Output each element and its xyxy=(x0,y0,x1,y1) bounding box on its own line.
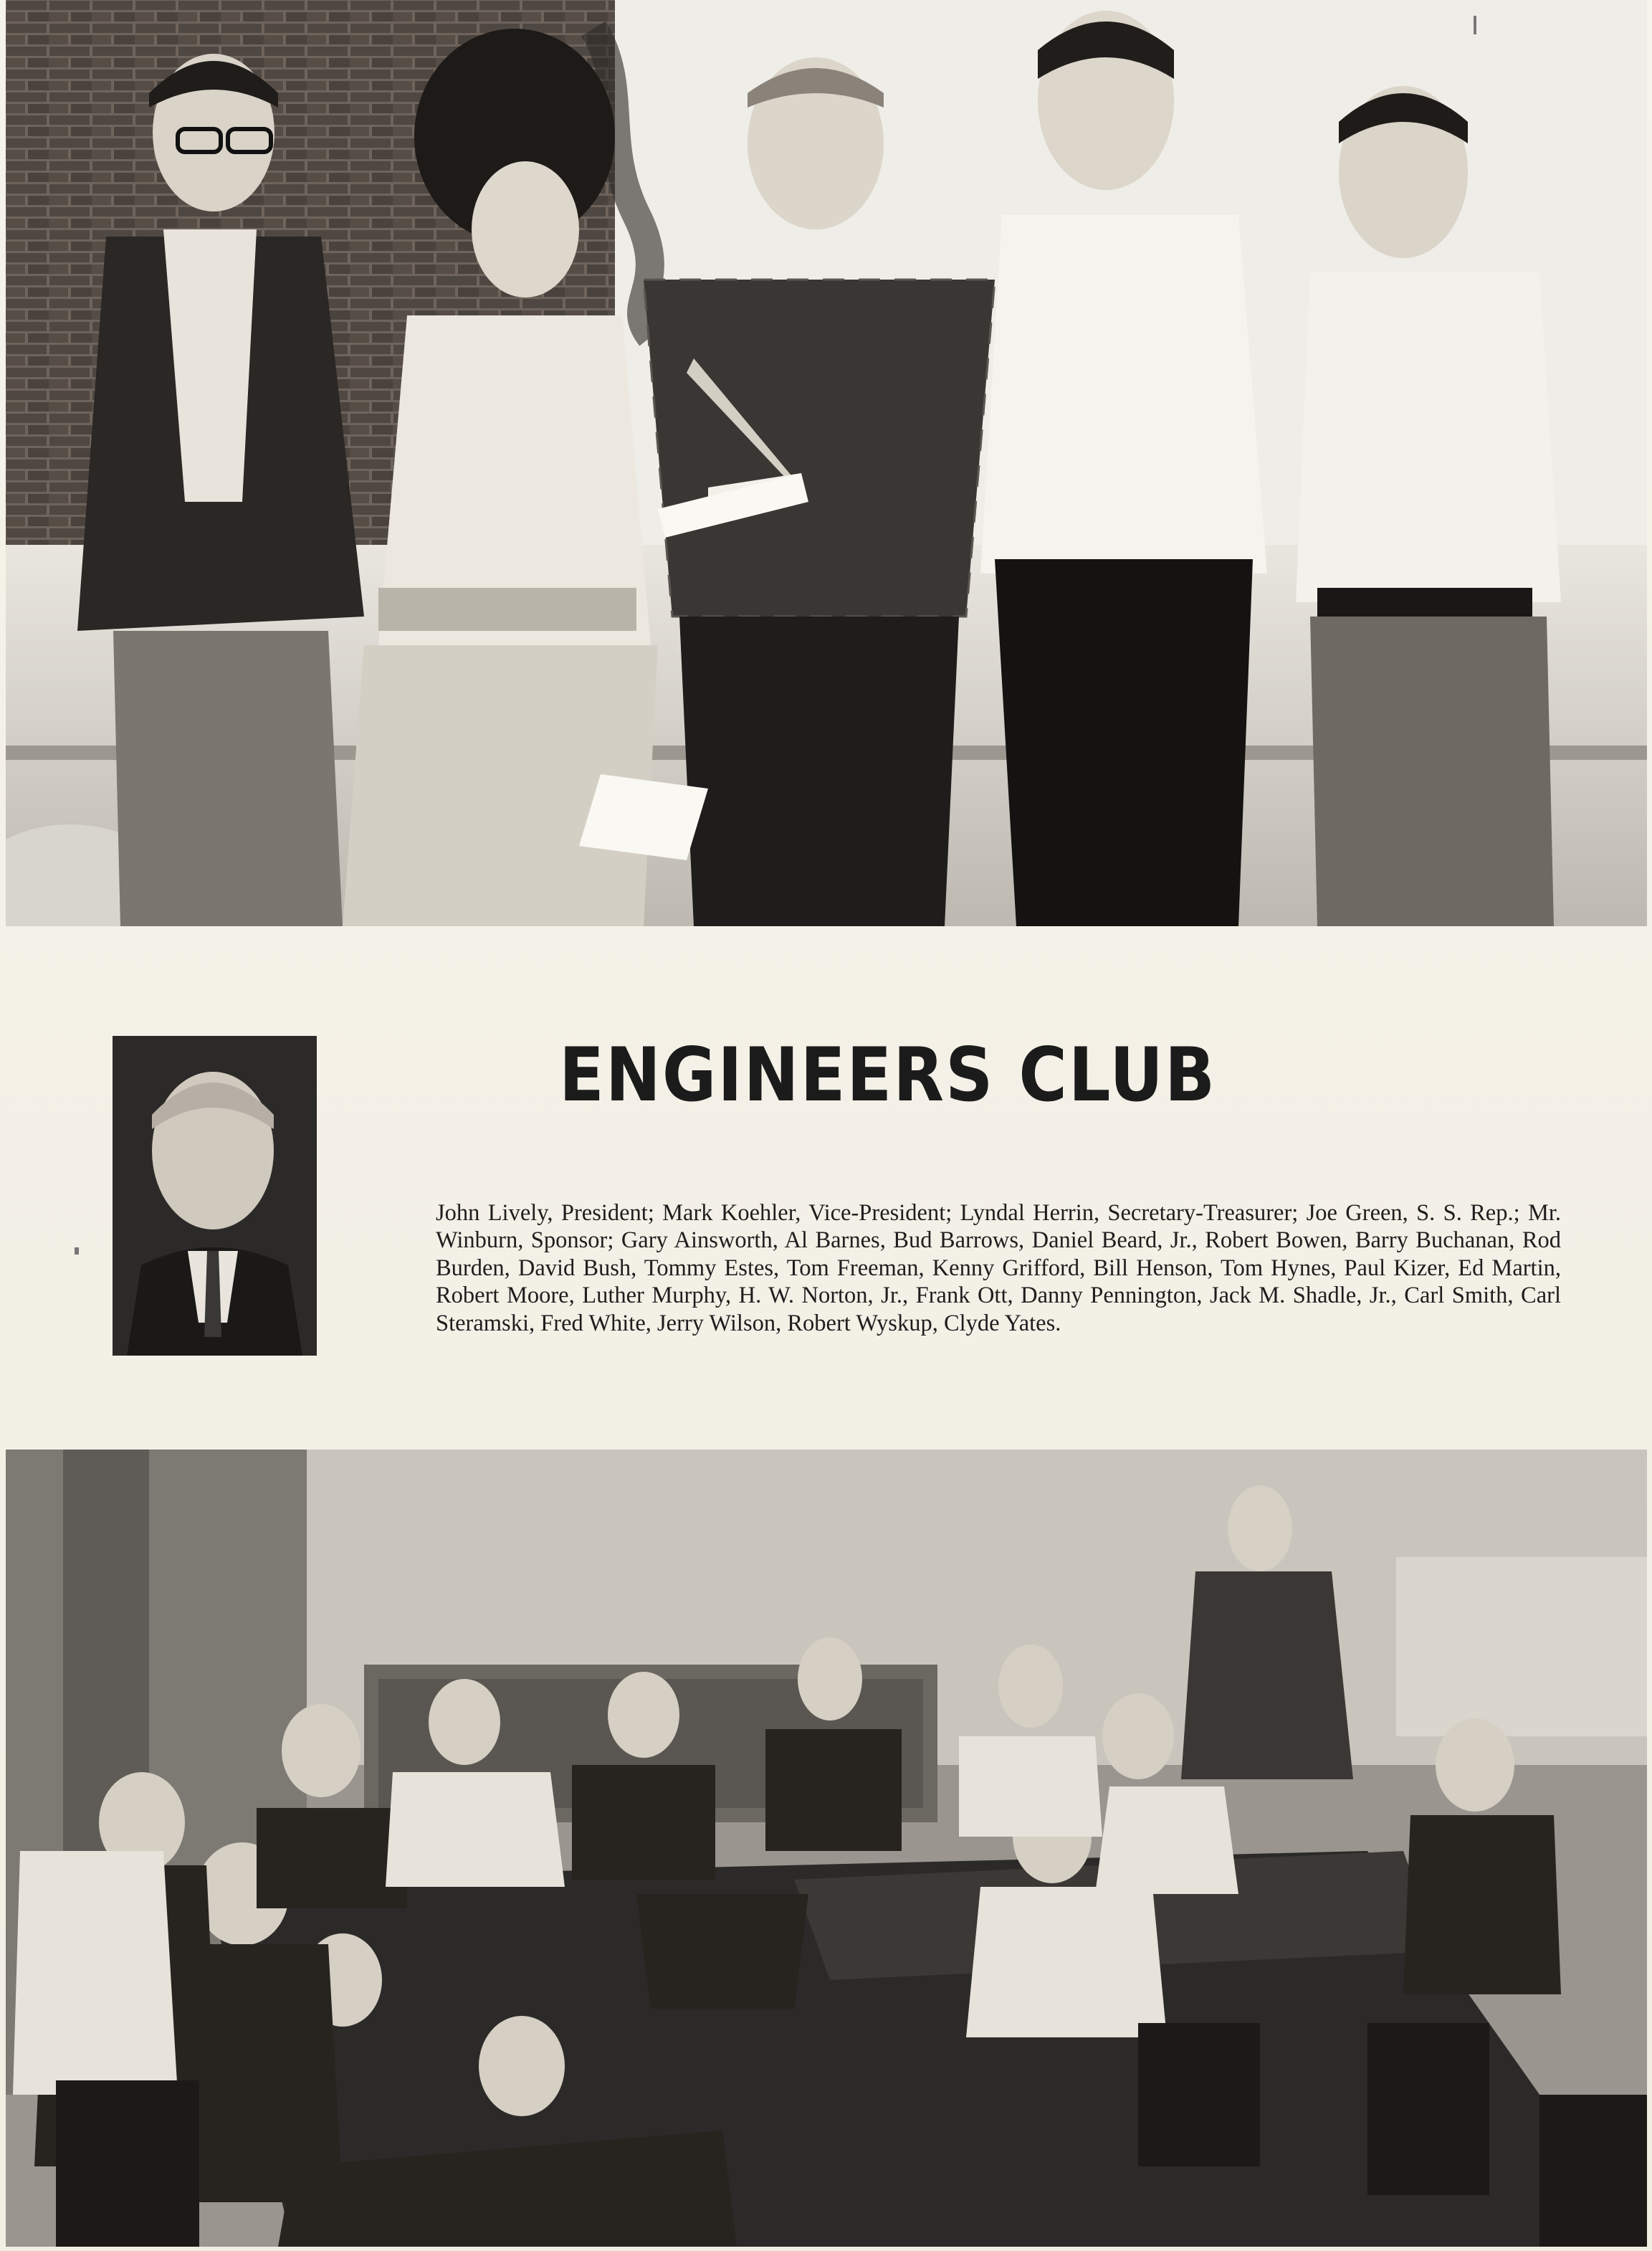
officers-photo xyxy=(6,0,1647,926)
member-roster: John Lively, President; Mark Koehler, Vice-President; Lyndal Herrin, Secretary-Treasurer; Joe Green, S. S. Rep.; Mr. Winburn, Sponsor; Gary Ainsworth, Al Barnes, Bud Barrows, Daniel Beard, Jr., Robert Bowen, Barry Buchanan, Rod Burden, David Bush, Tommy Estes, Tom Freeman, Kenny Grifford, Bill Henson, Tom Hynes, Paul Kizer, Ed Martin, Robert Moore, Luther Murphy, H. W. Norton, Jr., Frank Ott, Danny Pennington, Jack M. Shadle, Jr., Carl Smith, Carl Steramski, Fred White, Jerry Wilson, Robert Wyskup, Clyde Yates. xyxy=(436,1200,1561,1336)
sponsor-portrait xyxy=(113,1036,317,1356)
margin-mark xyxy=(1474,16,1476,34)
margin-mark xyxy=(75,1247,79,1255)
meeting-photo xyxy=(6,1450,1647,2247)
page-title: ENGINEERS CLUB xyxy=(559,1032,1217,1118)
